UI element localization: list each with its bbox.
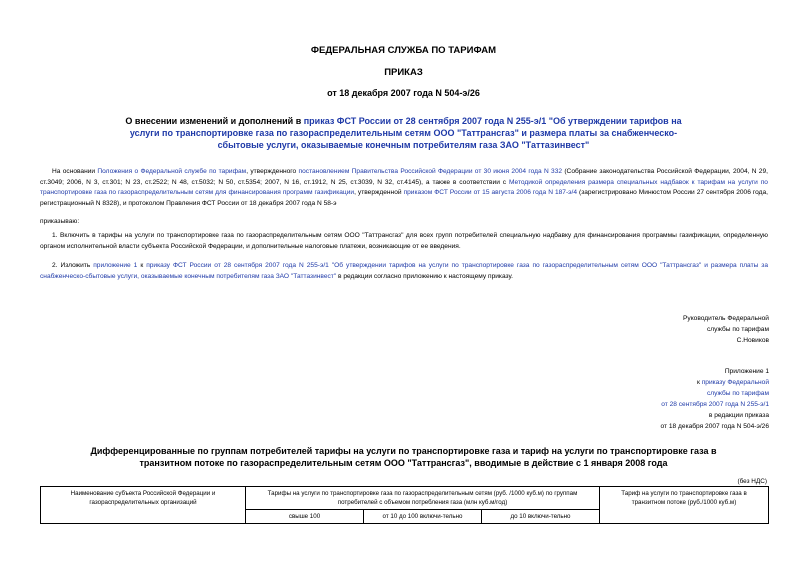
subheader-cell: от 10 до 100 включи-тельно [364,510,482,524]
signature-line: службы по тарифам [706,326,769,333]
annex-block [661,366,769,432]
signature-block [683,313,769,346]
link-annex-order[interactable]: службы по тарифам [706,390,769,397]
header-cell-tariffs: Тарифы на услуги по транспортировке газа по газораспределительным сетям (руб. /1000 куб.м) по группам потребителей с объемом потребления газа (млн куб.м/год) [246,487,600,510]
paragraph-basis [40,167,768,209]
subheader-cell: свыше 100 [246,510,364,524]
doc-type-heading: ПРИКАЗ [384,67,423,78]
subheader-cell: до 10 включи-тельно [482,510,600,524]
header-cell-subject: Наименование субъекта Российской Федерации и газораспределительных организаций [41,487,246,524]
text-segment: (Собрание законодательства Российской Федерации, 2004, N 29, ст.3049; 2006, N 3, ст.301; N 23, ст.2522; N 48, ст.5032; N 50, ст.5354; 2007, N 16, ст.1912, N 25, ст.3039, N 32, ст.4145), а также в соответствии с [40,168,768,186]
text-segment: 2. Изложить [52,262,94,269]
paragraph-order-word: приказываю: [40,218,80,225]
link-government-decree[interactable]: постановлением Правительства Российской Федерации от 30 июня 2004 года N 332 [298,168,563,175]
signature-line: Руководитель Федеральной [683,315,769,322]
table-title: Дифференцированные по группам потребителей тарифы на услуги по транспортировке газа и тариф на услуги по транспортировке газа в транзитном потоке по газораспределительным сетям ООО "Таттрансгаз", вводимые в действие с 1 января 2008 года [90,446,717,468]
agency-heading: ФЕДЕРАЛЬНАЯ СЛУЖБА ПО ТАРИФАМ [310,45,497,56]
table-header-row [41,487,769,510]
text-segment: На основании [52,168,98,175]
header-cell-transit: Тариф на услуги по транспортировке газа в транзитном потоке (руб./1000 куб.м) [600,487,769,524]
text-segment: в редакции согласно приложению к настоящему приказу. [336,272,513,280]
link-annex-order[interactable]: от 28 сентября 2007 года N 255-э/1 [661,401,769,408]
annex-line: Приложение 1 [724,368,769,375]
paragraph-item-2 [40,261,768,282]
tariffs-table [40,486,769,524]
paragraph-item-1: 1. Включить в тарифы на услуги по транспортировке газа по газораспределительным сетям ООО "Таттрансгаз" для всех групп потребителей специальную надбавку для финансирования программы газификации, определенную органом исполнительной власти субъекта Российской Федерации, и дополнительные налоговые платежи, возникающие от ее введения. [40,232,768,250]
link-fst-regulation[interactable]: Положения о Федеральной службе по тарифам [97,168,247,175]
annex-line [661,377,769,388]
doc-date-number: от 18 декабря 2007 года N 504-э/26 [327,88,480,98]
text-segment: , утвержденного [246,168,299,175]
order-title-prefix: О внесении изменений и дополнений в [125,116,304,126]
vat-note: (без НДС) [737,478,767,485]
text-segment: к [697,379,702,386]
order-title [120,115,687,151]
text-segment: к [137,262,147,269]
text-segment: , утвержденной [354,189,404,196]
link-methodology[interactable]: Методикой определения размера специальных надбавок к тарифам на услуги по транспортировке газа по газораспределительным сетям для финансирования программ газификации [40,178,768,196]
link-fst-order-255[interactable]: приказу ФСТ России от 28 сентября 2007 года N 255-э/1 "Об утверждении тарифов на услуги по транспортировке газа по газораспределительным сетям ООО "Таттрансгаз" и размера платы за снабженческо-сбытовые услуги, оказываемые конечным потребителям газа ЗАО "Таттазинвест" [40,262,768,280]
signature-name: С.Новиков [736,337,769,344]
annex-line: от 18 декабря 2007 года N 504-э/26 [660,423,769,430]
link-fst-order-187[interactable]: приказом ФСТ России от 15 августа 2006 года N 187-э/4 [403,189,578,196]
text-segment: (зарегистрировано Минюстом России 27 сентября 2006 года, регистрационный N 8328), и протоколом Правления ФСТ России от 18 декабря 2007 года N 58-э [40,189,769,207]
annex-line: в редакции приказа [708,412,769,419]
order-title-link[interactable]: приказ ФСТ России от 28 сентября 2007 года N 255-э/1 "Об утверждении тарифов на услуги по транспортировке газа по газораспределительным сетям ООО "Таттрансгаз" и размера платы за снабженческо-сбытовые услуги, оказываемые конечным потребителям газа ЗАО "Таттазинвест" [129,116,682,150]
link-annex-order[interactable]: приказу Федеральной [701,379,769,386]
link-annex-1[interactable]: приложение 1 [93,262,138,269]
